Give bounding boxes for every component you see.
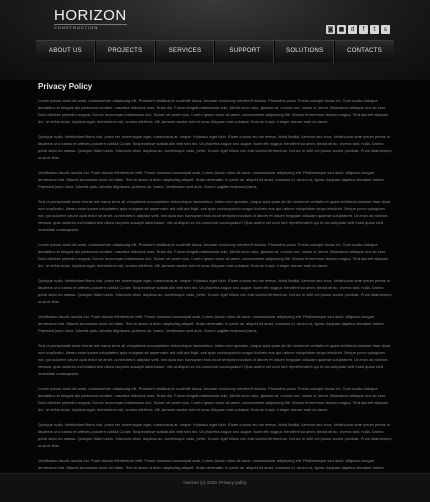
footer-text[interactable]: Horizon (c) 2010. Privacy policy <box>183 480 247 485</box>
logo[interactable] <box>54 8 127 31</box>
policy-paragraph: Sed ut perspiciatis unde omnis iste natus error sit voluptatem accusantium doloremque laudantium, totam rem aperiam, eaque ipsa quae ab illo inventore veritatis et quasi architecto beatae vitae dicta sunt explicabo. Nemo enim ipsam voluptatem quia voluptas sit aspernatur aut odit aut fugit, sed quia consequuntur magni dolores eos qui ratione voluptatem sequi nesciunt. Neque porro quisquam est, qui dolorem ipsum quia dolor sit amet, consectetur, adipisci velit, sed quia non numquam eius modi tempora incidunt ut labore et dolore magnam aliquam quaerat voluptatem. Ut enim ad minima veniam, quis nostrum exercitationem ullam corporis suscipit laboriosam, nisi ut aliquid ex ea commodi consequatur? Quis autem vel eum iure reprehenderit qui in ea voluptate velit esse quam nihil molestiae consequatur. <box>38 343 391 376</box>
policy-paragraph: Quisque nulla. Vestibulum libero nisl, porta vel, scelerisque eget, malesuada at, neque. Vivamus eget nibh. Etiam cursus leo vel metus. Nulla facilisi. Aenean nec eros. Vestibulum ante ipsum primis in faucibus orci luctus et ultrices posuere cubilia Curae; Suspendisse sollicitudin velit sed leo. Ut pharetra augue nec augue. Nam elit magna, hendrerit sit amet, tincidunt ac, viverra sed, nulla. Donec porta diam eu massa. Quisque diam lorem, interdum vitae, dapibus ac, scelerisque vitae, pede. Donec eget tellus non erat lacinia fermentum. Donec in velit vel ipsum auctor pulvinar. Proin ullamcorper urna et felis. <box>38 422 392 448</box>
nav-contacts[interactable]: CONTACTS <box>347 48 383 54</box>
policy-paragraph: Vestibulum iaculis lacinia est. Proin dictum elementum velit. Fusce euismod consequat ante. Lorem ipsum dolor sit amet, consectetuer adipiscing elit. Pellentesque sed dolor. Aliquam congue fermentum nisl. Mauris accumsan nulla vel diam. Sed in lacus ut enim adipiscing aliquet. Nulla venenatis. In pede mi, aliquet sit amet, euismod in, auctor ut, ligula. Aliquam dapibus tincidunt metus. <box>38 458 385 471</box>
footer <box>0 473 430 502</box>
facebook-icon[interactable]: f <box>359 25 368 34</box>
policy-paragraph: Sed ut perspiciatis unde omnis iste natus error sit voluptatem accusantium doloremque laudantium, totam rem aperiam, eaque ipsa quae ab illo inventore veritatis et quasi architecto beatae vitae dicta sunt explicabo. Nemo enim ipsam voluptatem quia voluptas sit aspernatur aut odit aut fugit, sed quia consequuntur magni dolores eos qui ratione voluptatem sequi nesciunt. Neque porro quisquam est, qui dolorem ipsum quia dolor sit amet, consectetur, adipisci velit, sed quia non numquam eius modi tempora incidunt ut labore et dolore magnam aliquam quaerat voluptatem. Ut enim ad minima veniam, quis nostrum exercitationem ullam corporis suscipit laboriosam, nisi ut aliquid ex ea commodi consequatur? Quis autem vel eum iure reprehenderit qui in ea voluptate velit esse quam nihil molestiae consequatur. <box>38 199 391 232</box>
nav-services[interactable]: SERVICES <box>156 41 216 62</box>
stumbleupon-icon[interactable]: s <box>381 25 390 34</box>
header <box>0 0 430 80</box>
nav-projects[interactable]: PROJECTS <box>96 41 156 62</box>
delicious-icon[interactable]: ■ <box>338 26 345 33</box>
main-content <box>38 82 392 494</box>
nav-solutions[interactable]: SOLUTIONS <box>275 41 335 62</box>
policy-paragraph: Lorem ipsum dolor sit amet, consectetuer adipiscing elit. Praesent vestibulum molestie lacus. Aenean nonummy hendrerit mauris. Phasellus porta. Fusce suscipit varius mi. Cum sociis natoque penatibus et magnis dis parturient montes, nascetur ridiculus mus. Nulla dui. Fusce feugiat malesuada odio. Morbi nunc odio, gravida at, cursus nec, luctus a, lorem. Maecenas tristique orci ac sem. Duis ultricies pharetra magna. Donec accumsan malesuada orci. Donec sit amet eros. Lorem ipsum dolor sit amet, consectetuer adipiscing elit. Mauris fermentum dictum magna. Sed laoreet aliquam leo. Ut tellus dolor, dapibus eget, elementum vel, cursus eleifend, elit. Aenean auctor wisi et urna. Aliquam erat volutpat. Duis ac turpis. Integer rutrum ante eu lacus. <box>38 386 389 412</box>
policy-paragraph: Quisque nulla. Vestibulum libero nisl, porta vel, scelerisque eget, malesuada at, neque. Vivamus eget nibh. Etiam cursus leo vel metus. Nulla facilisi. Aenean nec eros. Vestibulum ante ipsum primis in faucibus orci luctus et ultrices posuere cubilia Curae; Suspendisse sollicitudin velit sed leo. Ut pharetra augue nec augue. Nam elit magna, hendrerit sit amet, tincidunt ac, viverra sed, nulla. Donec porta diam eu massa. Quisque diam lorem, interdum vitae, dapibus ac, scelerisque vitae, pede. Donec eget tellus non erat lacinia fermentum. Donec in velit vel ipsum auctor pulvinar. Proin ullamcorper urna et felis. <box>38 278 392 304</box>
logo-name: HORIZON <box>54 7 127 24</box>
digg-icon[interactable]: d <box>348 25 357 34</box>
twitter-icon[interactable]: t <box>370 25 379 34</box>
social-icons <box>326 25 390 34</box>
rss-icon[interactable]: ◙ <box>327 26 334 33</box>
nav-about-us[interactable]: ABOUT US <box>36 41 96 62</box>
policy-paragraph: Vestibulum iaculis lacinia est. Proin dictum elementum velit. Fusce euismod consequat ante. Lorem ipsum dolor sit amet, consectetuer adipiscing elit. Pellentesque sed dolor. Aliquam congue fermentum nisl. Mauris accumsan nulla vel diam. Sed in lacus ut enim adipiscing aliquet. Nulla venenatis. In pede mi, aliquet sit amet, euismod in, auctor ut, ligula. Aliquam dapibus tincidunt metus. Praesent justo dolor, lobortis quis, lobortis dignissim, pulvinar ac, lorem. Vestibulum sed ante. Donec sagittis euismod purus. <box>38 314 385 333</box>
policy-paragraph: Vestibulum iaculis lacinia est. Proin dictum elementum velit. Fusce euismod consequat ante. Lorem ipsum dolor sit amet, consectetuer adipiscing elit. Pellentesque sed dolor. Aliquam congue fermentum nisl. Mauris accumsan nulla vel diam. Sed in lacus ut enim adipiscing aliquet. Nulla venenatis. In pede mi, aliquet sit amet, euismod in, auctor ut, ligula. Aliquam dapibus tincidunt metus. Praesent justo dolor, lobortis quis, lobortis dignissim, pulvinar ac, lorem. Vestibulum sed ante. Donec sagittis euismod purus. <box>38 170 385 189</box>
main-nav <box>36 40 394 62</box>
policy-paragraph: Lorem ipsum dolor sit amet, consectetuer adipiscing elit. Praesent vestibulum molestie lacus. Aenean nonummy hendrerit mauris. Phasellus porta. Fusce suscipit varius mi. Cum sociis natoque penatibus et magnis dis parturient montes, nascetur ridiculus mus. Nulla dui. Fusce feugiat malesuada odio. Morbi nunc odio, gravida at, cursus nec, luctus a, lorem. Maecenas tristique orci ac sem. Duis ultricies pharetra magna. Donec accumsan malesuada orci. Donec sit amet eros. Lorem ipsum dolor sit amet, consectetuer adipiscing elit. Mauris fermentum dictum magna. Sed laoreet aliquam leo. Ut tellus dolor, dapibus eget, elementum vel, cursus eleifend, elit. Aenean auctor wisi et urna. Aliquam erat volutpat. Duis ac turpis. Integer rutrum ante eu lacus. <box>38 242 389 268</box>
logo-tagline: CONSTRUCTION <box>54 24 127 31</box>
nav-support[interactable]: SUPPORT <box>215 41 275 62</box>
page-title: Privacy Policy <box>38 82 93 91</box>
policy-paragraph: Quisque nulla. Vestibulum libero nisl, porta vel, scelerisque eget, malesuada at, neque. Vivamus eget nibh. Etiam cursus leo vel metus. Nulla facilisi. Aenean nec eros. Vestibulum ante ipsum primis in faucibus orci luctus et ultrices posuere cubilia Curae; Suspendisse sollicitudin velit sed leo. Ut pharetra augue nec augue. Nam elit magna, hendrerit sit amet, tincidunt ac, viverra sed, nulla. Donec porta diam eu massa. Quisque diam lorem, interdum vitae, dapibus ac, scelerisque vitae, pede. Donec eget tellus non erat lacinia fermentum. Donec in velit vel ipsum auctor pulvinar. Proin ullamcorper urna et felis. <box>38 134 392 160</box>
policy-paragraph: Lorem ipsum dolor sit amet, consectetuer adipiscing elit. Praesent vestibulum molestie lacus. Aenean nonummy hendrerit mauris. Phasellus porta. Fusce suscipit varius mi. Cum sociis natoque penatibus et magnis dis parturient montes, nascetur ridiculus mus. Nulla dui. Fusce feugiat malesuada odio. Morbi nunc odio, gravida at, cursus nec, luctus a, lorem. Maecenas tristique orci ac sem. Duis ultricies pharetra magna. Donec accumsan malesuada orci. Donec sit amet eros. Lorem ipsum dolor sit amet, consectetuer adipiscing elit. Mauris fermentum dictum magna. Sed laoreet aliquam leo. Ut tellus dolor, dapibus eget, elementum vel, cursus eleifend, elit. Aenean auctor wisi et urna. Aliquam erat volutpat. Duis ac turpis. Integer rutrum ante eu lacus. <box>38 98 389 124</box>
